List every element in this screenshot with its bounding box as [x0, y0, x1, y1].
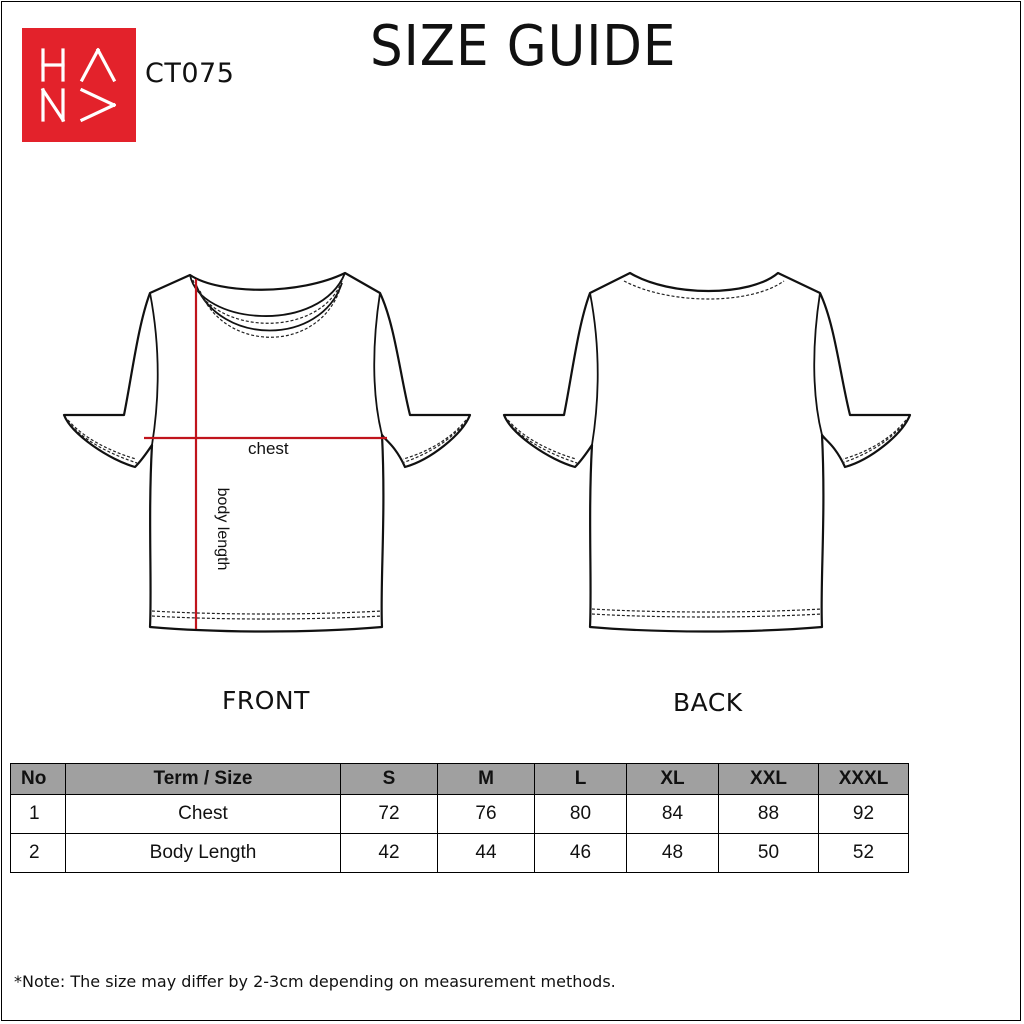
back-view-label: BACK — [673, 688, 743, 717]
cell-value: 84 — [627, 795, 719, 834]
header-term-size: Term / Size — [66, 764, 341, 795]
body-length-measure-label: body length — [214, 487, 231, 571]
brand-logo — [22, 28, 136, 142]
header-size-xl: XL — [627, 764, 719, 795]
chest-measure-label: chest — [248, 439, 289, 458]
header-size-s: S — [341, 764, 438, 795]
row-term: Body Length — [66, 834, 341, 873]
cell-value: 46 — [535, 834, 627, 873]
product-code: CT075 — [145, 58, 235, 89]
table-row — [11, 834, 909, 873]
header-size-m: M — [438, 764, 535, 795]
cell-value: 44 — [438, 834, 535, 873]
row-number: 1 — [11, 795, 66, 834]
cell-value: 92 — [819, 795, 909, 834]
header-size-l: L — [535, 764, 627, 795]
brand-logo-mark — [22, 28, 136, 142]
header-size-xxl: XXL — [719, 764, 819, 795]
header-no: No — [11, 764, 66, 795]
table-header-row — [11, 764, 909, 795]
size-table — [10, 763, 909, 873]
table-row — [11, 795, 909, 834]
cell-value: 42 — [341, 834, 438, 873]
cell-value: 88 — [719, 795, 819, 834]
cell-value: 52 — [819, 834, 909, 873]
cell-value: 80 — [535, 795, 627, 834]
header-size-xxxl: XXXL — [819, 764, 909, 795]
cell-value: 48 — [627, 834, 719, 873]
row-number: 2 — [11, 834, 66, 873]
row-term: Chest — [66, 795, 341, 834]
cell-value: 50 — [719, 834, 819, 873]
page-title: SIZE GUIDE — [370, 14, 677, 79]
cell-value: 76 — [438, 795, 535, 834]
front-view-label: FRONT — [222, 686, 310, 715]
back-tshirt-drawing — [500, 265, 920, 645]
cell-value: 72 — [341, 795, 438, 834]
measurement-note: *Note: The size may differ by 2-3cm depending on measurement methods. — [14, 972, 616, 991]
